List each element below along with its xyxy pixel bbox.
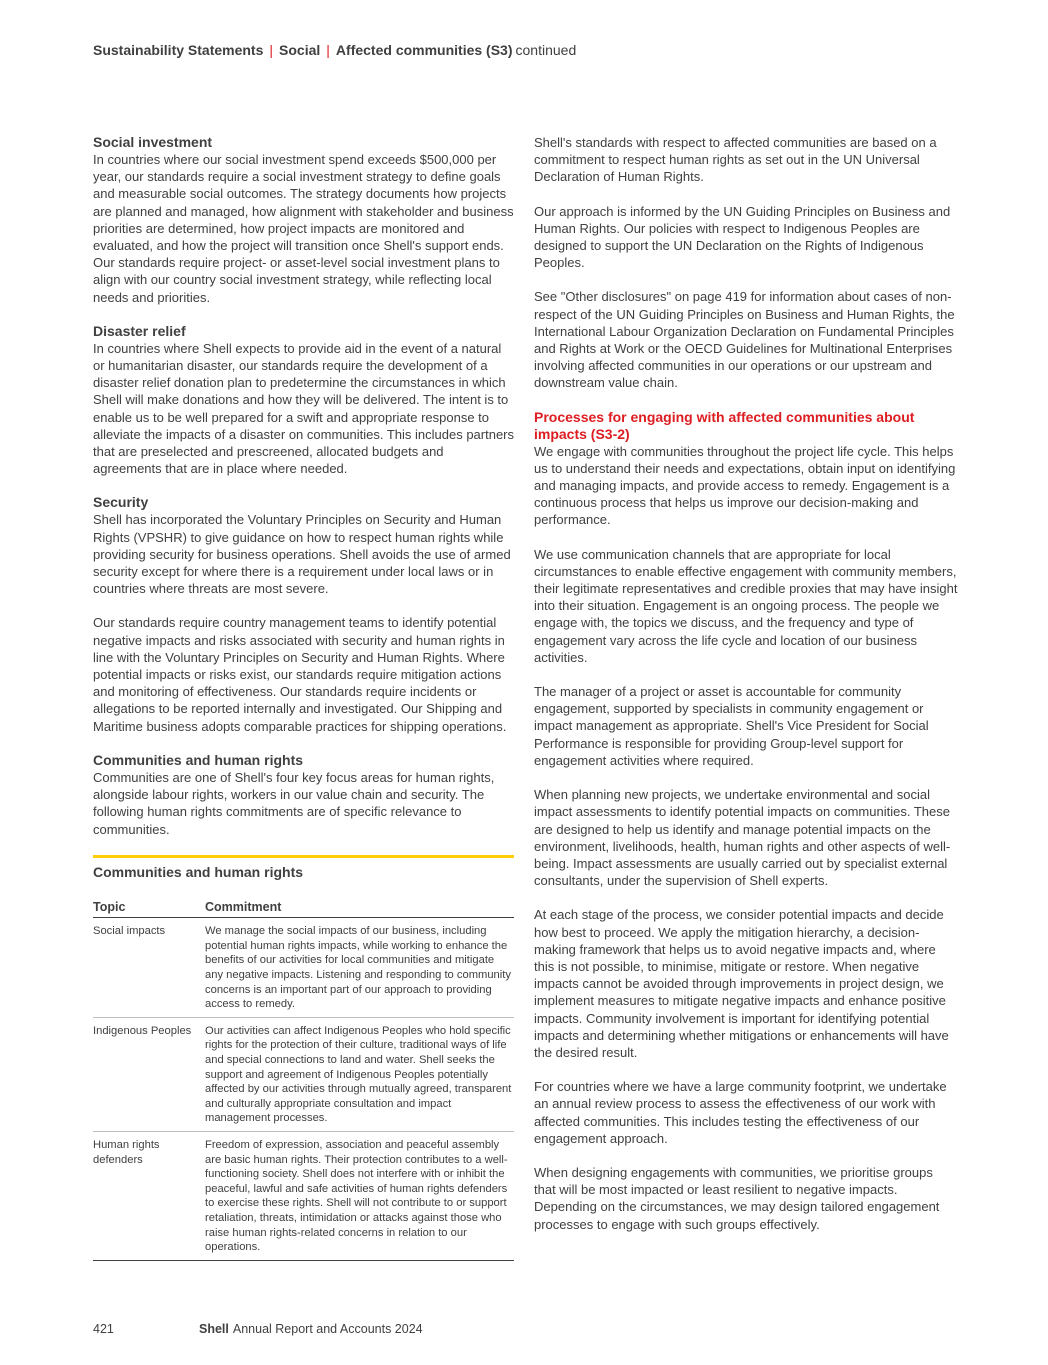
right-column bbox=[534, 134, 958, 1250]
mitigation-paragraph: At each stage of the process, we consider potential impacts and decide how best to proceed. We apply the mitigation hierarchy, a decision-making framework that helps us to avoid negative impacts and, where this is not possible, to minimise, mitigate or restore. When negative impacts cannot be avoided through improvements in project design, we implement measures to mitigate negative impacts and enhance positive impacts. Community involvement is important for identifying potential impacts and determining whether mitigations or enhancements will have the desired result. bbox=[534, 907, 949, 1060]
breadcrumb-continued: continued bbox=[515, 42, 577, 58]
social-investment-heading: Social investment bbox=[93, 134, 213, 150]
breadcrumb-affected-communities[interactable]: Affected communities (S3) bbox=[335, 42, 513, 58]
left-column bbox=[93, 134, 514, 1261]
human-rights-table-block bbox=[93, 855, 514, 1261]
table-row bbox=[93, 918, 514, 1018]
table-header-row bbox=[93, 900, 514, 918]
approach-paragraph: Our approach is informed by the UN Guiding Principles on Business and Human Rights. Our policies with respect to Indigenous Peoples are designed to support the UN Declaration on the Rights of Indigenous Peoples. bbox=[534, 203, 951, 271]
communities-body: Communities are one of Shell's four key focus areas for human rights, alongside labour rights, workers in our value chain and security. The following human rights commitments are of specific relevance to communities. bbox=[93, 769, 495, 837]
impact-assessment-paragraph: When planning new projects, we undertake environmental and social impact assessments to identify potential impacts on communities. These are designed to help us identify and manage potential impacts on the environment, livelihoods, health, human rights and other aspects of well-being. Impact assessments are usually carried out by specialist external consultants, under the supervision of Shell experts. bbox=[534, 787, 951, 889]
human-rights-table bbox=[93, 900, 514, 1261]
channels-paragraph: We use communication channels that are appropriate for local circumstances to enable effective engagement with community members, their legitimate representatives and credible proxies that may have insight into their situation. Engagement is an ongoing process. The people we engage with, the topics we discuss, and the frequency and type of engagement vary across the life cycle and location of our business activities. bbox=[534, 546, 958, 665]
security-body-2: Our standards require country management teams to identify potential negative impacts and risks associated with security and human rights in line with the Voluntary Principles on Security and Human Rights. Where potential impacts or risks exist, our standards require mitigation actions and monitoring of effectiveness. Our standards require incidents or allegations to be reported internally and investigated. Our Shipping and Maritime business adopts comparable practices for shipping operations. bbox=[93, 615, 507, 734]
brand-name: Shell bbox=[199, 1322, 229, 1336]
page-number: 421 bbox=[93, 1322, 114, 1336]
annual-review-paragraph: For countries where we have a large community footprint, we undertake an annual review process to assess the effectiveness of our work with affected communities. This includes testing the effectiveness of our engagement approach. bbox=[534, 1079, 947, 1146]
disaster-relief-body: In countries where Shell expects to provide aid in the event of a natural or humanitarian disaster, our standards require the development of a disaster relief donation plan to predetermine the circumstances in which Shell will make donations and how they will be delivered. The intent is to enable us to be well prepared for a swift and appropriate response to alleviate the impacts of a disaster on communities. This includes partners that are preselected and prescreened, allocated budgets and agreements that are in place where needed. bbox=[93, 340, 515, 477]
breadcrumb-separator: | bbox=[326, 42, 330, 58]
standards-paragraph: Shell's standards with respect to affected communities are based on a commitment to respect human rights as set out in the UN Universal Declaration of Human Rights. bbox=[534, 135, 937, 185]
manager-paragraph: The manager of a project or asset is accountable for community engagement, supported by specialists in community engagement or impact management as appropriate. Shell's Vice President for Social Performance is responsible for providing Group-level support for engagement activities where required. bbox=[534, 684, 929, 768]
breadcrumb bbox=[93, 42, 576, 58]
commitment-cell: We manage the social impacts of our business, including potential human rights impacts, while working to enhance the benefits of our activities for local communities and mitigate any negative impacts. Listening and responding to community concerns is an important part of our approach to providing access to remedy. bbox=[205, 918, 514, 1018]
table-title: Communities and human rights bbox=[93, 863, 304, 880]
security-body-1: Shell has incorporated the Voluntary Principles on Security and Human Rights (VPSHR) to give guidance on how to respect human rights while providing security for business operations. Shell avoids the use of armed security except for where there is a requirement under local laws or in countries where threats are most severe. bbox=[93, 512, 511, 597]
column-header-topic: Topic bbox=[93, 900, 205, 918]
report-title: Annual Report and Accounts 2024 bbox=[232, 1322, 423, 1336]
disaster-relief-heading: Disaster relief bbox=[93, 322, 186, 339]
table-row bbox=[93, 1017, 514, 1131]
commitment-cell: Freedom of expression, association and peaceful assembly are basic human rights. Their protection contributes to a well-functioning society. Shell does not interfere with or inhibit the peaceful, lawful and safe activities of human rights defenders to exercise these rights. Shell will not contribute to or support retaliation, threats, intimidation or attacks against those who raise human rights-related concerns in relation to our operations. bbox=[205, 1132, 514, 1261]
prioritise-paragraph: When designing engagements with communities, we prioritise groups that will be most impacted or least resilient to negative impacts. Depending on the circumstances, we may design tailored engagement processes to engage with such groups effectively. bbox=[534, 1164, 940, 1232]
topic-cell: Social impacts bbox=[93, 918, 205, 1018]
processes-heading: Processes for engaging with affected communities about impacts (S3-2) bbox=[534, 408, 915, 442]
breadcrumb-social[interactable]: Social bbox=[279, 42, 321, 58]
topic-cell: Human rights defenders bbox=[93, 1132, 205, 1261]
breadcrumb-separator: | bbox=[269, 42, 274, 58]
communities-heading: Communities and human rights bbox=[93, 751, 304, 768]
page-footer bbox=[93, 1322, 423, 1336]
engage-paragraph: We engage with communities throughout the project life cycle. This helps us to understand their needs and expectations, obtain input on identifying and managing impacts, and provide access to remedy. Engagement is a continuous process that helps us improve our decision-making and performance. bbox=[534, 443, 956, 528]
topic-cell: Indigenous Peoples bbox=[93, 1017, 205, 1131]
table-row bbox=[93, 1132, 514, 1261]
commitment-cell: Our activities can affect Indigenous Peoples who hold specific rights for the protection of their culture, traditional ways of life and special connections to land and water. Shell seeks the support and agreement of Indigenous Peoples potentially affected by our activities through mutually agreed, transparent and culturally appropriate consultation and impact management processes. bbox=[205, 1017, 514, 1131]
yellow-divider bbox=[93, 855, 514, 858]
social-investment-body: In countries where our social investment spend exceeds $500,000 per year, our standards require a social investment strategy to define goals and measurable social outcomes. The strategy documents how projects are planned and managed, how alignment with stakeholder and business priorities are determined, how project impacts are monitored and evaluated, and how the project will transition once Shell's support ends. Our standards require project- or asset-level social investment plans to align with our country social investment strategy, while reflecting local needs and priorities. bbox=[93, 152, 514, 305]
other-disclosures-paragraph: See "Other disclosures" on page 419 for information about cases of non-respect of the UN Guiding Principles on Business and Human Rights, the International Labour Organization Declaration on Fundamental Principles and Rights at Work or the OECD Guidelines for Multinational Enterprises involving affected communities in our operations or our upstream and downstream value chain. bbox=[534, 289, 955, 391]
security-heading: Security bbox=[93, 494, 149, 511]
breadcrumb-sustainability[interactable]: Sustainability Statements bbox=[93, 42, 264, 58]
column-header-commitment: Commitment bbox=[205, 900, 514, 918]
